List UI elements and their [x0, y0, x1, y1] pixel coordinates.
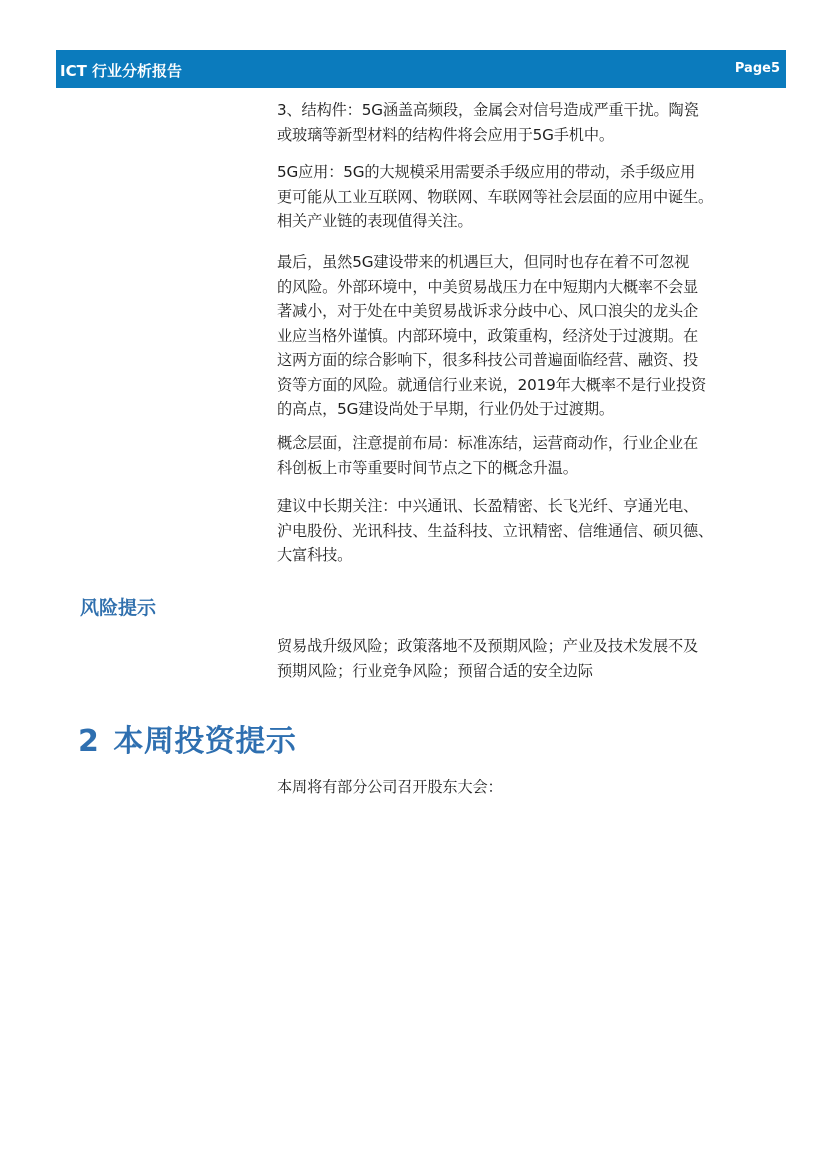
- paragraph-5g-applications: [277, 160, 759, 234]
- text-line: 大富科技。: [277, 546, 353, 564]
- paragraph-risk-items: [277, 634, 759, 683]
- paragraph-shareholder-meetings: [277, 775, 759, 800]
- text-line: 5G应用：5G的大规模采用需要杀手级应用的带动，杀手级应用: [277, 163, 696, 181]
- text-line: 贸易战升级风险；政策落地不及预期风险；产业及技术发展不及: [277, 637, 699, 655]
- text-line: 或玻璃等新型材料的结构件将会应用于5G手机中。: [277, 125, 614, 144]
- section-number: 2: [78, 724, 100, 759]
- paragraph-structural-parts: [277, 98, 759, 147]
- section-heading: [78, 716, 296, 760]
- text-line: 本周将有部分公司召开股东大会：: [277, 778, 503, 796]
- text-line: 这两方面的综合影响下，很多科技公司普遍面临经营、融资、投: [277, 351, 699, 369]
- text-line: 资等方面的风险。就通信行业来说，2019年大概率不是行业投资: [277, 375, 707, 394]
- text-line: 3、结构件：5G涵盖高频段，金属会对信号造成严重干扰。陶瓷: [277, 101, 699, 119]
- text-line: 概念层面，注意提前布局：标准冻结，运营商动作，行业企业在: [277, 434, 699, 452]
- text-line: 著减小，对于处在中美贸易战诉求分歧中心、风口浪尖的龙头企: [277, 302, 699, 320]
- paragraph-recommended-stocks: [277, 494, 759, 568]
- text-line: 的高点，5G建设尚处于早期，行业仍处于过渡期。: [277, 400, 614, 418]
- risk-heading: 风险提示: [80, 597, 157, 619]
- text-line: 的风险。外部环境中，中美贸易战压力在中短期内大概率不会显: [277, 277, 699, 296]
- text-line: 科创板上市等重要时间节点之下的概念升温。: [277, 458, 578, 477]
- text-line: 建议中长期关注：中兴通讯、长盈精密、长飞光纤、亨通光电、: [277, 497, 699, 515]
- text-line: 业应当格外谨慎。内部环境中，政策重构，经济处于过渡期。在: [277, 326, 699, 345]
- section-title: 本周投资提示: [113, 724, 297, 759]
- text-line: 最后，虽然5G建设带来的机遇巨大，但同时也存在着不可忽视: [277, 253, 690, 271]
- paragraph-concept-layer: [277, 431, 759, 480]
- text-line: 预期风险；行业竞争风险；预留合适的安全边际: [277, 661, 593, 680]
- paragraph-risks-overview: [277, 250, 759, 422]
- report-title: ICT 行业分析报告: [60, 62, 183, 80]
- page-header-bar: [56, 50, 786, 88]
- page-number: Page5: [734, 61, 780, 76]
- text-line: 沪电股份、光讯科技、生益科技、立讯精密、信维通信、硕贝德、: [277, 521, 714, 540]
- text-line: 相关产业链的表现值得关注。: [277, 212, 473, 230]
- text-line: 更可能从工业互联网、物联网、车联网等社会层面的应用中诞生。: [277, 187, 714, 206]
